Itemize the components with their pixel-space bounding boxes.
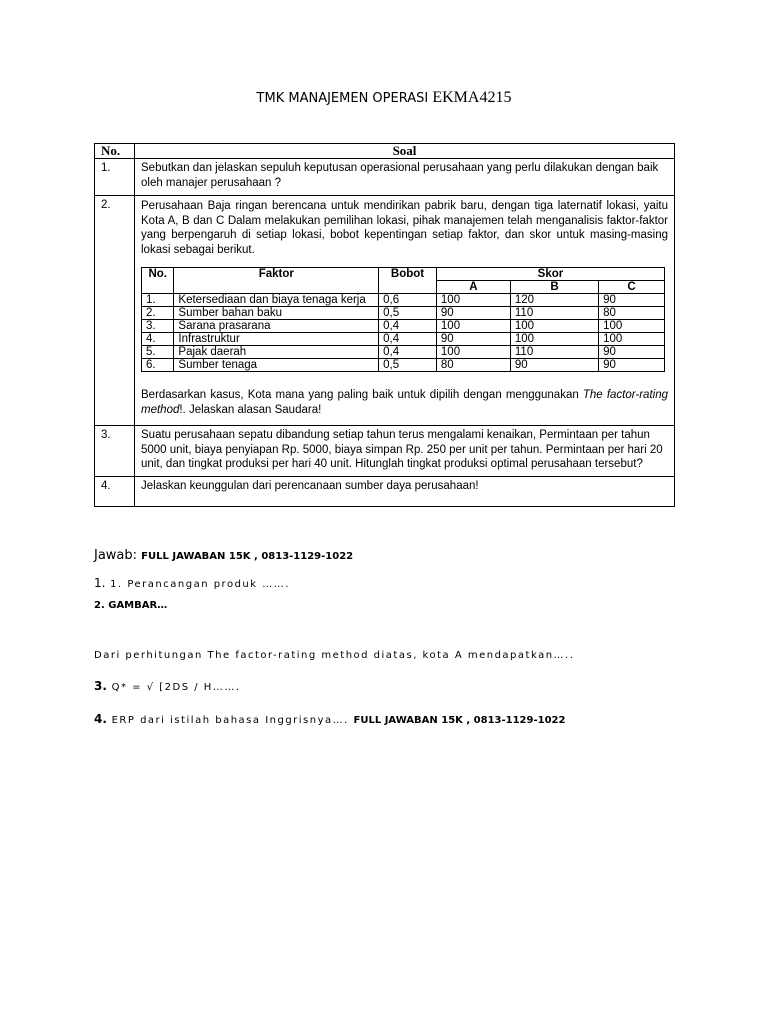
score-a: 100: [436, 294, 510, 307]
followup-text-post: !. Jelaskan alasan Saudara!: [179, 403, 322, 416]
factor-table: [141, 267, 665, 372]
factor-name: Ketersediaan dan biaya tenaga kerja: [174, 294, 379, 307]
factor-header-row: [142, 268, 665, 281]
answer-1-text: 1. Perancangan produk …….: [105, 579, 290, 590]
factor-name: Pajak daerah: [174, 346, 379, 359]
score-c: 90: [599, 294, 665, 307]
answer-2: 2. GAMBAR…: [94, 600, 168, 611]
question-row: [95, 159, 675, 196]
factor-row: [142, 320, 665, 333]
question-text: Suatu perusahaan sepatu dibandung setiap tahun terus mengalami kenaikan, Permintaan per tahun 5000 unit, biaya penyiapan Rp. 5000, biaya simpan Rp. 250 per unit per tahun. Permintaan per hari 20 unit, dan tingkat produksi per hari 40 unit. Hitunglah tingkat produksi optimal perusahaan tersebut?: [135, 426, 675, 477]
question-cell: [135, 196, 675, 426]
factor-no: 1.: [142, 294, 174, 307]
document-title: [0, 89, 768, 107]
factor-name: Sumber tenaga: [174, 359, 379, 372]
factor-header-b: B: [510, 281, 598, 294]
score-b: 100: [510, 333, 598, 346]
question-row: [95, 196, 675, 426]
factor-header-c: C: [599, 281, 665, 294]
score-c: 90: [599, 359, 665, 372]
factor-weight: 0,5: [379, 359, 437, 372]
factor-name: Infrastruktur: [174, 333, 379, 346]
question-row: [95, 477, 675, 507]
answer-4-contact: FULL JAWABAN 15K , 0813-1129-1022: [353, 715, 566, 726]
score-c: 90: [599, 346, 665, 359]
score-c: 80: [599, 307, 665, 320]
question-number: 1.: [95, 159, 135, 196]
header-no: No.: [95, 144, 135, 159]
answer-4: [94, 708, 565, 727]
answer-label: Jawab:: [94, 548, 142, 563]
factor-weight: 0,5: [379, 307, 437, 320]
answer-1-number: 1.: [94, 576, 106, 590]
answer-3-number: 3.: [94, 679, 107, 693]
score-a: 90: [436, 333, 510, 346]
factor-name: Sarana prasarana: [174, 320, 379, 333]
score-c: 100: [599, 333, 665, 346]
question-text: Jelaskan keunggulan dari perencanaan sumber daya perusahaan!: [135, 477, 675, 507]
factor-row: [142, 359, 665, 372]
question-table-header: [95, 144, 675, 159]
factor-row: [142, 346, 665, 359]
question-text: Perusahaan Baja ringan berencana untuk mendirikan pabrik baru, dengan tiga laternatif lokasi, yaitu Kota A, B dan C Dalam melakukan pemilihan lokasi, pihak manajemen telah menganalisis faktor-faktor yang berpengaruh di setiap lokasi, bobot kepentingan setiap faktor, dan skor untuk masing-masing lokasi sebagai berikut.: [141, 200, 668, 256]
score-b: 110: [510, 307, 598, 320]
factor-row: [142, 294, 665, 307]
question-row: [95, 426, 675, 477]
score-a: 100: [436, 320, 510, 333]
question-text: Sebutkan dan jelaskan sepuluh keputusan operasional perusahaan yang perlu dilakukan dengan baik oleh manajer perusahaan ?: [135, 159, 675, 196]
question-followup: [141, 388, 668, 417]
answer-4-text: ERP dari istilah bahasa Inggrisnya….: [106, 715, 354, 726]
followup-method-name: The factor-rating method: [141, 389, 668, 416]
factor-header-no: No.: [142, 268, 174, 294]
factor-row: [142, 333, 665, 346]
factor-no: 6.: [142, 359, 174, 372]
question-number: 2.: [95, 196, 135, 426]
title-text: TMK MANAJEMEN OPERASI: [256, 91, 433, 106]
score-b: 110: [510, 346, 598, 359]
answer-3: [94, 675, 241, 694]
factor-header-a: A: [436, 281, 510, 294]
answer-2-detail: Dari perhitungan The factor-rating method diatas, kota A mendapatkan…..: [94, 650, 575, 661]
score-b: 90: [510, 359, 598, 372]
factor-weight: 0,4: [379, 346, 437, 359]
followup-text-pre: Berdasarkan kasus, Kota mana yang paling baik untuk dipilih dengan menggunakan: [141, 389, 583, 401]
factor-no: 2.: [142, 307, 174, 320]
question-number: 3.: [95, 426, 135, 477]
factor-no: 5.: [142, 346, 174, 359]
score-c: 100: [599, 320, 665, 333]
score-b: 120: [510, 294, 598, 307]
factor-header-bobot: Bobot: [379, 268, 437, 294]
course-code: EKMA4215: [432, 89, 512, 106]
answer-4-number: 4.: [94, 712, 107, 726]
answer-contact: FULL JAWABAN 15K , 0813-1129-1022: [141, 551, 354, 562]
factor-header-faktor: Faktor: [174, 268, 379, 294]
answer-1: [94, 572, 290, 591]
score-a: 90: [436, 307, 510, 320]
header-soal: Soal: [135, 144, 675, 159]
factor-no: 3.: [142, 320, 174, 333]
answer-3-text: Q* = √ [2DS / H…….: [106, 682, 241, 693]
factor-header-skor: Skor: [436, 268, 664, 281]
score-a: 100: [436, 346, 510, 359]
factor-no: 4.: [142, 333, 174, 346]
score-a: 80: [436, 359, 510, 372]
factor-row: [142, 307, 665, 320]
score-b: 100: [510, 320, 598, 333]
answer-heading: [94, 544, 353, 563]
factor-weight: 0,4: [379, 320, 437, 333]
question-number: 4.: [95, 477, 135, 507]
factor-weight: 0,6: [379, 294, 437, 307]
question-table: [94, 143, 675, 507]
factor-name: Sumber bahan baku: [174, 307, 379, 320]
factor-weight: 0,4: [379, 333, 437, 346]
